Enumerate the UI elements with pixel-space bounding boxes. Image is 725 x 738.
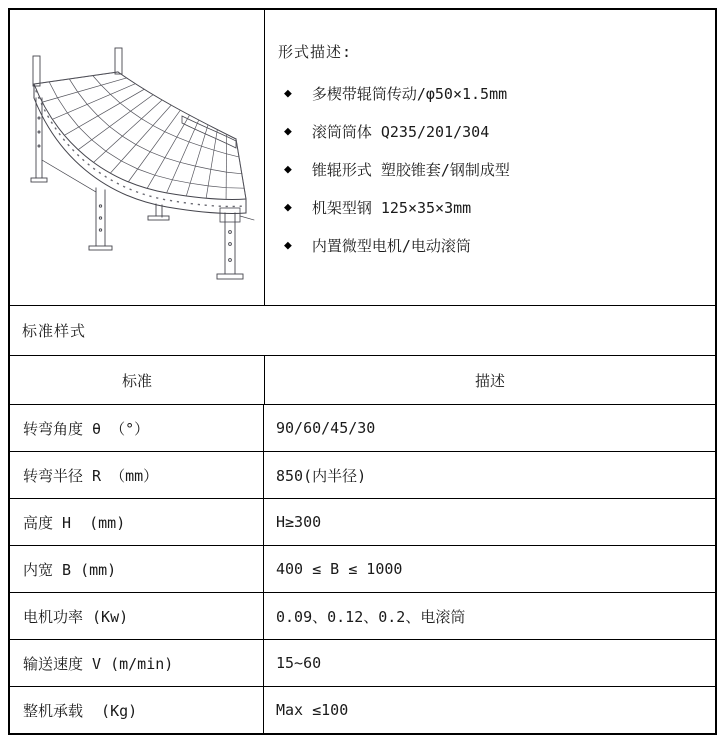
description-title: 形式描述: [278,43,353,61]
far-post-left [33,56,40,86]
row-label: 整机承载 (Kg) [10,687,264,733]
row-label: 转弯角度 θ （°） [10,405,264,451]
feature-item [278,188,701,226]
table-row [10,545,715,592]
inner-rail [118,72,236,139]
feature-item [278,112,701,150]
feature-text: 滚筒筒体 Q235/201/304 [311,122,490,141]
feature-item [278,74,701,112]
table-row [10,451,715,498]
leg-middle [42,160,112,250]
section-title-row [10,305,715,355]
outer-rail [34,84,246,199]
feature-text: 机架型钢 125×35×3mm [311,198,472,217]
top-section [10,10,715,305]
leg-right [217,208,254,279]
table-row [10,498,715,545]
row-value: 850(内半径) [276,466,367,485]
row-label: 输送速度 V (m/min) [10,640,264,686]
roller-fan [34,72,246,199]
rail-rivets [36,91,244,206]
column-header-standard: 标准 [10,356,265,404]
feature-text: 锥辊形式 塑胶锥套/钢制成型 [311,160,510,179]
row-value: 90/60/45/30 [276,419,376,437]
curved-roller-conveyor-drawing [10,10,264,305]
row-label: 转弯半径 R （mm） [10,452,264,498]
outer-rail-side [34,98,246,213]
row-label: 内宽 B (mm) [10,546,264,592]
row-label: 高度 H (mm) [10,499,264,545]
spec-sheet [8,8,717,735]
row-value: 400 ≤ B ≤ 1000 [276,560,403,578]
inner-rail-side [182,116,236,148]
row-value: 15~60 [276,654,322,672]
product-drawing-cell [10,10,265,305]
column-header-description: 描述 [474,371,505,390]
feature-text: 多楔带辊筒传动/φ50×1.5mm [311,84,508,103]
feature-item [278,150,701,188]
row-value: H≥300 [276,513,322,531]
table-header-row [10,355,715,404]
feature-list [278,74,701,264]
section-title: 标准样式 [22,322,87,340]
table-row [10,592,715,639]
diamond-bullet-icon: ◆ [284,161,292,177]
diamond-bullet-icon: ◆ [284,123,292,139]
table-row [10,639,715,686]
diamond-bullet-icon: ◆ [284,85,292,101]
table-row [10,686,715,733]
feature-item [278,226,701,264]
far-post-right [115,48,122,74]
row-value: 0.09、0.12、0.2、电滚筒 [276,607,466,626]
row-label: 电机功率 (Kw) [10,593,264,639]
description-cell [265,10,715,305]
feature-text: 内置微型电机/电动滚筒 [311,236,471,255]
diamond-bullet-icon: ◆ [284,237,292,253]
table-row [10,404,715,451]
diamond-bullet-icon: ◆ [284,199,292,215]
row-value: Max ≤100 [276,701,349,719]
